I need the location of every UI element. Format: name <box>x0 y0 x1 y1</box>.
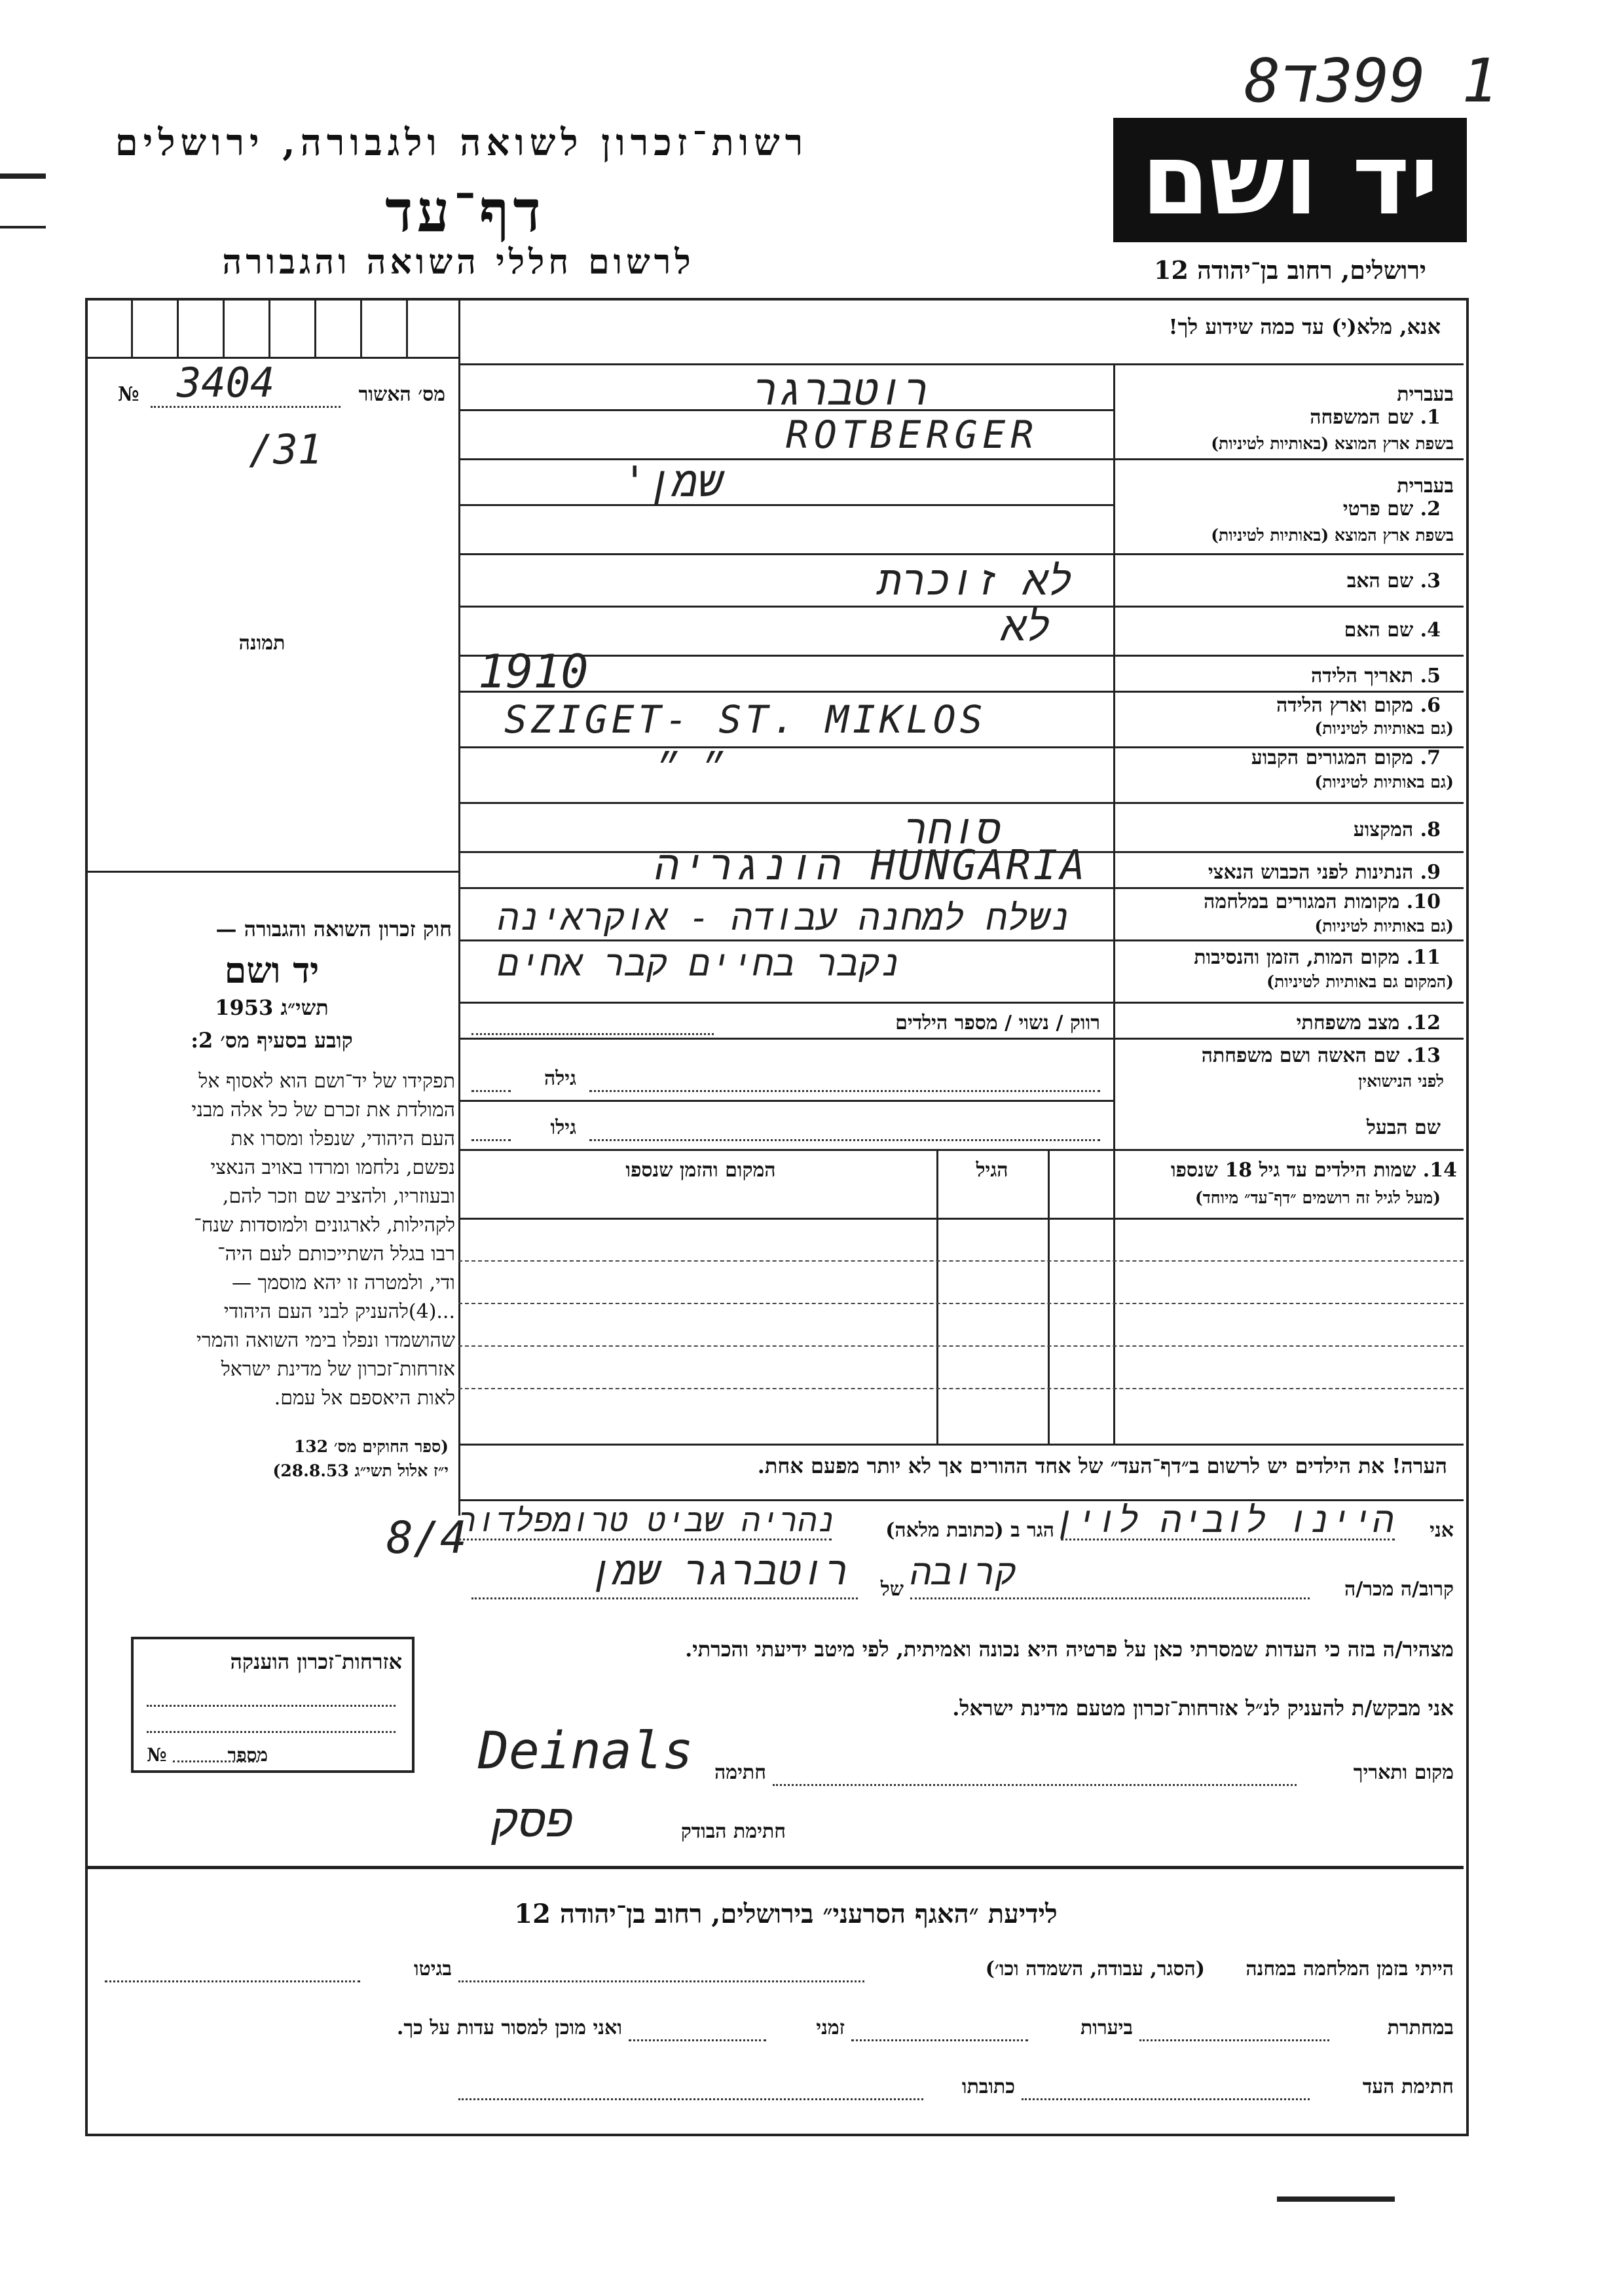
field-8-value: סוחר <box>904 805 1001 853</box>
status-dots <box>471 1033 714 1035</box>
field-1-label-text: שם המשפחה <box>1310 406 1414 429</box>
relation-dots <box>910 1597 1310 1599</box>
footer-underground-label: במחתרת <box>1387 2016 1454 2039</box>
field-8-num: 8. <box>1420 818 1441 841</box>
field-6-sublabel: (גם באותיות לטיניות) <box>1314 719 1454 738</box>
tick <box>268 298 270 357</box>
stray-mark <box>1277 2196 1395 2202</box>
field-10-num: 10. <box>1406 890 1441 913</box>
edge-mark <box>0 226 46 228</box>
handwritten-reference: 1 399ד8 <box>1244 46 1498 116</box>
declarant-address-dots <box>458 1539 832 1540</box>
field-3-value: לא זוכרת <box>877 556 1073 604</box>
wife-name-dots <box>589 1090 1100 1092</box>
field-11-name <box>1126 946 1441 969</box>
form-title: דף־עד <box>385 177 545 245</box>
law-text-line: אזרחות־זכרון של מדינת ישראל <box>221 1358 455 1381</box>
footer-address-label: כתובתו <box>961 2075 1015 2098</box>
husband-name-dots <box>589 1139 1100 1141</box>
table-row-line <box>458 1388 1464 1389</box>
law-text-line: לאות היאספם אל עמם. <box>274 1387 455 1410</box>
form-subtitle: לרשום חללי השואה והגבורה <box>222 242 695 282</box>
row-line <box>458 1100 1113 1102</box>
relation-handwritten: קרובה <box>910 1552 1017 1593</box>
children-table-num: 14. <box>1422 1159 1457 1182</box>
children-table-title <box>1054 1159 1457 1182</box>
field-1-value: רוטברגר <box>753 367 929 415</box>
row-line <box>458 887 1464 889</box>
yad-vashem-logo: יד ושם <box>1113 118 1467 242</box>
field-11-num: 11. <box>1406 946 1441 969</box>
declarant-name: היינו לוביה לוין <box>1054 1499 1394 1540</box>
row-line <box>458 1002 1464 1004</box>
law-text-line: נפשם, נלחמו ומרדו באויב הנאצי <box>210 1156 455 1179</box>
wife-age-label: גילה <box>544 1067 576 1090</box>
field-13-label-text: שם האשה ושם משפחתה <box>1201 1044 1400 1067</box>
signature-handwritten: Deinals <box>478 1722 693 1781</box>
field-12-name <box>1126 1011 1441 1034</box>
law-text-line: ...(4)להעניק לבני העם היהודי <box>223 1300 455 1323</box>
of-handwritten: רוטברגר שמן <box>589 1548 849 1594</box>
row-line <box>458 1038 1464 1040</box>
field-8-name <box>1126 818 1441 841</box>
citizenship-number-label: מספר <box>227 1744 268 1766</box>
field-3-label-text: שם האב <box>1346 570 1414 592</box>
law-reference-2: י״ז אלול תשי״ג 28.8.53) <box>272 1461 449 1480</box>
law-text-line: ובעוזריו, ולהציב שם וזכר להם, <box>222 1185 455 1208</box>
citizenship-dots <box>147 1731 396 1733</box>
of-dots <box>471 1597 858 1599</box>
law-text-line: העם היהודי, שנפלו ומסרו את <box>231 1127 455 1150</box>
field-4-name <box>1126 619 1441 642</box>
husband-name-label: שם הבעל <box>1366 1116 1441 1139</box>
table-header-line <box>458 1218 1464 1220</box>
law-text-line: ודי, ולמטרה זו יהא מוסמך — <box>231 1271 455 1294</box>
label-column-divider <box>1113 363 1115 1444</box>
tick <box>360 298 362 357</box>
row-line <box>458 409 1113 411</box>
law-clause: קובע בסעיף מס׳ 2: <box>191 1028 353 1053</box>
footer-divider <box>85 1866 1464 1869</box>
table-col-divider <box>936 1149 938 1444</box>
table-row-line <box>458 1345 1464 1347</box>
row-line <box>458 655 1464 657</box>
declarant-resident-label: הגר ב (כתובת מלאה) <box>885 1519 1054 1542</box>
field-10-sublabel: (גם באותיות לטיניות) <box>1314 917 1454 936</box>
request-text: אני מבקש/ת להעניק לנ״ל אזרחות־זכרון מטעם מדינת ישראל. <box>952 1696 1454 1721</box>
of-label: של <box>880 1578 904 1601</box>
field-12-label-text: מצב משפחתי <box>1296 1011 1400 1034</box>
margin-handwritten: 8/4 <box>386 1512 467 1564</box>
examiner-label: חתימת הבודק <box>680 1820 786 1843</box>
field-11-value: נקבר בחיים קבר אחים <box>498 943 902 984</box>
row-line <box>458 606 1464 608</box>
law-heading: חוק זכרון השואה והגבורה — <box>215 917 452 941</box>
field-2-num: 2. <box>1420 498 1441 520</box>
field-5-label-text: תאריך הלידה <box>1311 665 1414 687</box>
authority-line: רשות־זכרון לשואה ולגבורה, ירושלים <box>115 121 809 164</box>
field-2-value: שמן' <box>622 458 723 507</box>
row-line <box>458 939 1464 941</box>
field-10-name <box>1126 890 1441 913</box>
wife-age-dots <box>471 1090 511 1092</box>
examiner-handwritten: פסק <box>491 1794 574 1848</box>
field-6-label-text: מקום וארץ הלידה <box>1276 694 1414 717</box>
declarant-address: נהריה שביט טרומפלדור <box>458 1503 836 1539</box>
children-table-subtitle: (מעל לגיל זה רושמים ״דף־עד״ מיוחד) <box>1194 1188 1441 1207</box>
citizenship-dots <box>173 1760 258 1762</box>
field-13-num: 13. <box>1406 1044 1441 1067</box>
row-line <box>458 691 1464 693</box>
relative-label: קרוב/ה מכר/ה <box>1344 1578 1454 1601</box>
field-3-num: 3. <box>1420 570 1441 592</box>
tick <box>314 298 316 357</box>
place-date-dots <box>773 1784 1297 1786</box>
row-line <box>458 504 1113 506</box>
tick <box>406 298 408 357</box>
row-line <box>458 553 1464 555</box>
citizenship-box-title: אזרחות־זכרון הוענקה <box>230 1649 402 1674</box>
tick <box>177 298 179 357</box>
footer-camp-dots <box>458 1980 864 1982</box>
field-2-sublabel: בשפת ארץ המוצא (באותיות לטיניות) <box>1211 526 1454 545</box>
field-2-tag: בעברית <box>1397 475 1454 498</box>
citizenship-dots <box>147 1705 396 1707</box>
field-7-num: 7. <box>1420 746 1441 769</box>
field-4-num: 4. <box>1420 619 1441 642</box>
notice: אנא, מלא(י) עד כמה שידוע לך! <box>1168 314 1441 339</box>
footer-time-label: זמני <box>816 2016 845 2039</box>
law-text-line: תפקידו של יד־ושם הוא לאסוף אל <box>198 1070 455 1093</box>
marital-status-options[interactable]: רווק / נשוי / מספר הילדים <box>895 1011 1100 1034</box>
field-7-name <box>1126 746 1441 769</box>
footer-title: לידיעת ״האגף הסרעני״ בירושלים, רחוב בן־יהודה 12 <box>514 1899 1058 1929</box>
field-5-name <box>1126 665 1441 687</box>
footer-camp-types: (הסגר, עבודה, השמדה וכו׳) <box>985 1958 1205 1980</box>
field-11-sublabel: (המקום גם באותיות לטיניות) <box>1266 972 1454 991</box>
place-date-label: מקום ותאריך <box>1353 1761 1454 1784</box>
footer-ghetto-dots <box>105 1980 360 1982</box>
field-13-sublabel: לפני הנישואין <box>1358 1072 1444 1091</box>
signature-label: חתימה <box>714 1761 766 1784</box>
tick <box>223 298 225 357</box>
law-year: תשי״ג 1953 <box>215 995 329 1020</box>
row-line <box>458 1149 1464 1151</box>
declarant-i-label: אני <box>1430 1519 1454 1542</box>
field-5-value: 1910 <box>478 645 589 699</box>
field-4-value: לא <box>1002 602 1051 650</box>
field-7-sublabel: (גם באותיות לטיניות) <box>1314 773 1454 792</box>
field-6-name <box>1126 694 1441 717</box>
children-note: הערה! את הילדים יש לרשום ב״דף־העד״ של אחד ההורים אך לא יותר מפעם אחת. <box>757 1453 1447 1478</box>
table-row-line <box>458 1303 1464 1304</box>
law-name: יד ושם <box>224 949 320 991</box>
footer-ghetto-label: בגיטו <box>413 1958 452 1980</box>
footer-witness-dots <box>1022 2098 1310 2100</box>
field-9-label-text: הנתינות לפני הכבוש הנאצי <box>1208 861 1414 884</box>
field-3-name <box>1126 570 1441 592</box>
footer-forests-label: ביערות <box>1080 2016 1133 2039</box>
field-2-label-text: שם פרטי <box>1342 498 1414 520</box>
approval-number-symbol: № <box>118 383 139 406</box>
field-8-label-text: המקצוע <box>1353 818 1414 841</box>
law-reference-1: (ספר החוקים מס׳ 132 <box>293 1437 449 1456</box>
table-row-line <box>458 1260 1464 1262</box>
field-1-tag: בעברית <box>1397 383 1454 406</box>
approval-label: מס׳ האשור <box>358 383 445 406</box>
field-6-num: 6. <box>1420 694 1441 717</box>
law-text <box>92 1067 455 1413</box>
field-12-num: 12. <box>1406 1011 1441 1034</box>
field-1-sublabel: בשפת ארץ המוצא (באותיות לטיניות) <box>1211 434 1454 453</box>
footer-testimony-text: ואני מוכן למסור עדות על כך. <box>396 2016 622 2039</box>
table-bottom-line <box>458 1444 1464 1446</box>
field-7-label-text: מקום המגורים הקבוע <box>1251 746 1414 769</box>
field-4-label-text: שם האם <box>1344 619 1414 642</box>
edge-mark <box>0 173 46 179</box>
law-text-line: שהושמדו ונפלו בימי השואה והמרי <box>196 1329 455 1352</box>
table-col-divider <box>1048 1149 1050 1444</box>
field-9-num: 9. <box>1420 861 1441 884</box>
approval-handwritten: 3404 <box>177 359 275 407</box>
field-7-value: ״ ״ <box>655 746 724 791</box>
photo-placeholder: תמונה <box>238 632 286 655</box>
footer-camp-label: הייתי בזמן המלחמה במחנה <box>1246 1958 1454 1980</box>
husband-age-dots <box>471 1139 511 1141</box>
law-text-line: המולדת את זכרם של כל אלה מבני <box>191 1099 455 1121</box>
notice-divider <box>458 363 1464 365</box>
footer-address-dots <box>458 2098 923 2100</box>
field-13-name <box>1126 1044 1441 1067</box>
tick <box>131 298 133 357</box>
law-text-line: לקהילות, לארגונים ולמוסדות שנח־ <box>194 1214 455 1237</box>
citizenship-no-symbol: № <box>147 1744 167 1766</box>
field-1-name <box>1126 406 1441 429</box>
row-line <box>458 458 1464 460</box>
declarant-name-dots <box>1061 1539 1395 1540</box>
field-1-value-latin: ROTBERGER <box>786 412 1039 457</box>
law-text-line: רבו בגלל השתייכותם לעם היה־ <box>217 1243 455 1266</box>
children-col-place: המקום והזמן שנספו <box>625 1159 776 1182</box>
field-5-num: 5. <box>1420 665 1441 687</box>
field-6-value: SZIGET- ST. MIKLOS <box>504 697 987 742</box>
address: ירושלים, רחוב בן־יהודה 12 <box>1154 255 1426 285</box>
field-2-name <box>1126 498 1441 520</box>
field-10-label-text: מקומות המגורים במלחמה <box>1204 890 1400 913</box>
field-9-value: HUNGARIA הונגריה <box>655 841 1088 889</box>
photo-bottom-line <box>85 871 458 873</box>
field-10-value: נשלח למחנה עבודה - אוקראינה <box>498 897 1071 938</box>
footer-witness-signature-label: חתימת העד <box>1362 2075 1454 2098</box>
field-9-name <box>1126 861 1441 884</box>
children-col-age: הגיל <box>976 1159 1008 1182</box>
field-1-label <box>1126 383 1454 406</box>
footer-forests-dots <box>851 2039 1028 2041</box>
approval-handwritten-2: /31 <box>249 426 322 473</box>
row-line <box>458 802 1464 804</box>
children-table-title-text: שמות הילדים עד גיל 18 שנספו <box>1170 1159 1416 1182</box>
husband-age-label: גילו <box>550 1116 576 1139</box>
footer-underground-dots <box>1139 2039 1329 2041</box>
left-panel-divider <box>458 298 460 1516</box>
field-1-num: 1. <box>1420 406 1441 429</box>
footer-time-dots <box>629 2039 766 2041</box>
citizenship-box <box>131 1637 415 1773</box>
field-11-label-text: מקום המות, הזמן והנסיבות <box>1194 946 1400 969</box>
declaration-text: מצהיר/ה בזה כי העדות שמסרתי כאן על פרטיה היא נכונה ואמיתית, לפי מיטב ידיעתי והכרתי. <box>685 1637 1454 1662</box>
